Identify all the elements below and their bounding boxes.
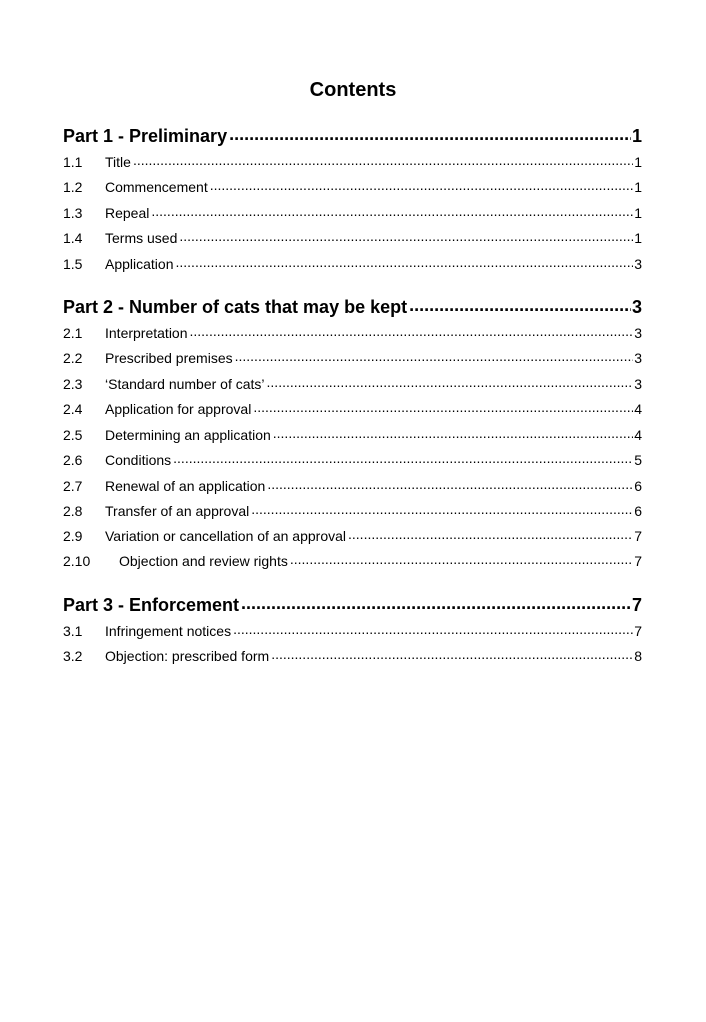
toc-section-number: 2.5: [63, 427, 83, 443]
dot-leader: [241, 593, 631, 611]
dot-leader: [273, 426, 633, 440]
toc-section-number: 2.3: [63, 376, 83, 392]
toc-section-number: 2.4: [63, 401, 83, 417]
toc-section-1-5[interactable]: [63, 254, 642, 274]
toc-section-label: Renewal of an application: [105, 478, 266, 494]
dot-leader: [251, 502, 633, 516]
toc-page-number: 8: [634, 648, 642, 664]
toc-section-number: 2.7: [63, 478, 83, 494]
toc-page-number: 4: [634, 401, 642, 417]
toc-section-number: 2.6: [63, 452, 83, 468]
dot-leader: [176, 255, 634, 269]
toc-section-1-1[interactable]: [63, 152, 642, 172]
toc-section-2-10[interactable]: [63, 551, 642, 571]
toc-page-number: 7: [634, 528, 642, 544]
page-title: Contents: [309, 79, 397, 101]
toc-section-label: Interpretation: [105, 325, 188, 341]
toc-section-2-7[interactable]: [63, 476, 642, 496]
toc-page-number: 1: [634, 154, 642, 170]
toc-section-2-6[interactable]: [63, 450, 642, 470]
toc-section-2-8[interactable]: [63, 501, 642, 521]
dot-leader: [235, 349, 634, 363]
dot-leader: [133, 153, 633, 167]
toc-section-label: Terms used: [105, 230, 178, 246]
toc-part-label: Part 1 - Preliminary: [63, 126, 228, 146]
toc-section-3-2[interactable]: [63, 646, 642, 666]
toc-section-2-3[interactable]: [63, 374, 642, 394]
toc-section-label: Infringement notices: [105, 623, 232, 639]
toc-section-number: 1.5: [63, 256, 83, 272]
toc-page-number: 3: [631, 297, 642, 317]
toc-section-number: 2.10: [63, 553, 91, 569]
toc-page-number: 7: [634, 623, 642, 639]
dot-leader: [267, 375, 634, 389]
toc-part-3[interactable]: [63, 593, 642, 617]
toc-page-number: 6: [634, 503, 642, 519]
toc-section-label: Repeal: [105, 205, 150, 221]
toc-page-number: 1: [634, 230, 642, 246]
toc-section-label: Conditions: [105, 452, 172, 468]
toc-page-number: 1: [631, 126, 642, 146]
toc-part-label: Part 3 - Enforcement: [63, 595, 240, 615]
dot-leader: [229, 124, 631, 142]
dot-leader: [179, 229, 633, 243]
toc-section-2-1[interactable]: [63, 323, 642, 343]
dot-leader: [233, 622, 633, 636]
toc-page-number: 3: [634, 376, 642, 392]
toc-section-number: 1.4: [63, 230, 83, 246]
toc-page-number: 6: [634, 478, 642, 494]
toc-section-label: Title: [105, 154, 131, 170]
dot-leader: [267, 477, 633, 491]
dot-leader: [271, 647, 633, 661]
toc-section-number: 2.8: [63, 503, 83, 519]
toc-section-number: 2.2: [63, 350, 83, 366]
toc-section-label: Application: [105, 256, 174, 272]
toc-section-1-2[interactable]: [63, 177, 642, 197]
toc-section-number: 1.3: [63, 205, 83, 221]
toc-section-number: 3.1: [63, 623, 83, 639]
toc-section-1-4[interactable]: [63, 228, 642, 248]
toc-section-label: Application for approval: [105, 401, 252, 417]
toc-page-number: 7: [631, 595, 642, 615]
toc-section-1-3[interactable]: [63, 203, 642, 223]
toc-section-2-5[interactable]: [63, 425, 642, 445]
toc-page-number: 3: [634, 350, 642, 366]
toc-section-label: Determining an application: [105, 427, 271, 443]
toc-section-label: Objection and review rights: [119, 553, 288, 569]
toc-part-1[interactable]: [63, 124, 642, 148]
toc-section-3-1[interactable]: [63, 621, 642, 641]
toc-section-2-9[interactable]: [63, 526, 642, 546]
dot-leader: [409, 295, 631, 313]
toc-section-2-4[interactable]: [63, 399, 642, 419]
toc-page-number: 1: [634, 179, 642, 195]
dot-leader: [210, 178, 634, 192]
toc-page-number: 4: [634, 427, 642, 443]
dot-leader: [290, 552, 633, 566]
toc-page-number: 3: [634, 256, 642, 272]
toc-page-number: 7: [634, 553, 642, 569]
toc-part-label: Part 2 - Number of cats that may be kept: [63, 297, 408, 317]
toc-section-number: 2.1: [63, 325, 83, 341]
toc-section-number: 1.2: [63, 179, 83, 195]
dot-leader: [151, 204, 633, 218]
toc-section-label: ‘Standard number of cats’: [105, 376, 265, 392]
toc-page-number: 5: [634, 452, 642, 468]
toc-section-label: Objection: prescribed form: [105, 648, 270, 664]
toc-section-2-2[interactable]: [63, 348, 642, 368]
dot-leader: [190, 324, 634, 338]
toc-page-number: 3: [634, 325, 642, 341]
toc-section-label: Commencement: [105, 179, 208, 195]
toc-section-number: 2.9: [63, 528, 83, 544]
dot-leader: [253, 400, 633, 414]
toc-section-label: Transfer of an approval: [105, 503, 250, 519]
toc-page-number: 1: [634, 205, 642, 221]
toc-part-2[interactable]: [63, 295, 642, 319]
toc-section-label: Variation or cancellation of an approval: [105, 528, 347, 544]
toc-section-number: 1.1: [63, 154, 83, 170]
dot-leader: [348, 527, 633, 541]
dot-leader: [173, 451, 633, 465]
toc-section-label: Prescribed premises: [105, 350, 233, 366]
toc-section-number: 3.2: [63, 648, 83, 664]
